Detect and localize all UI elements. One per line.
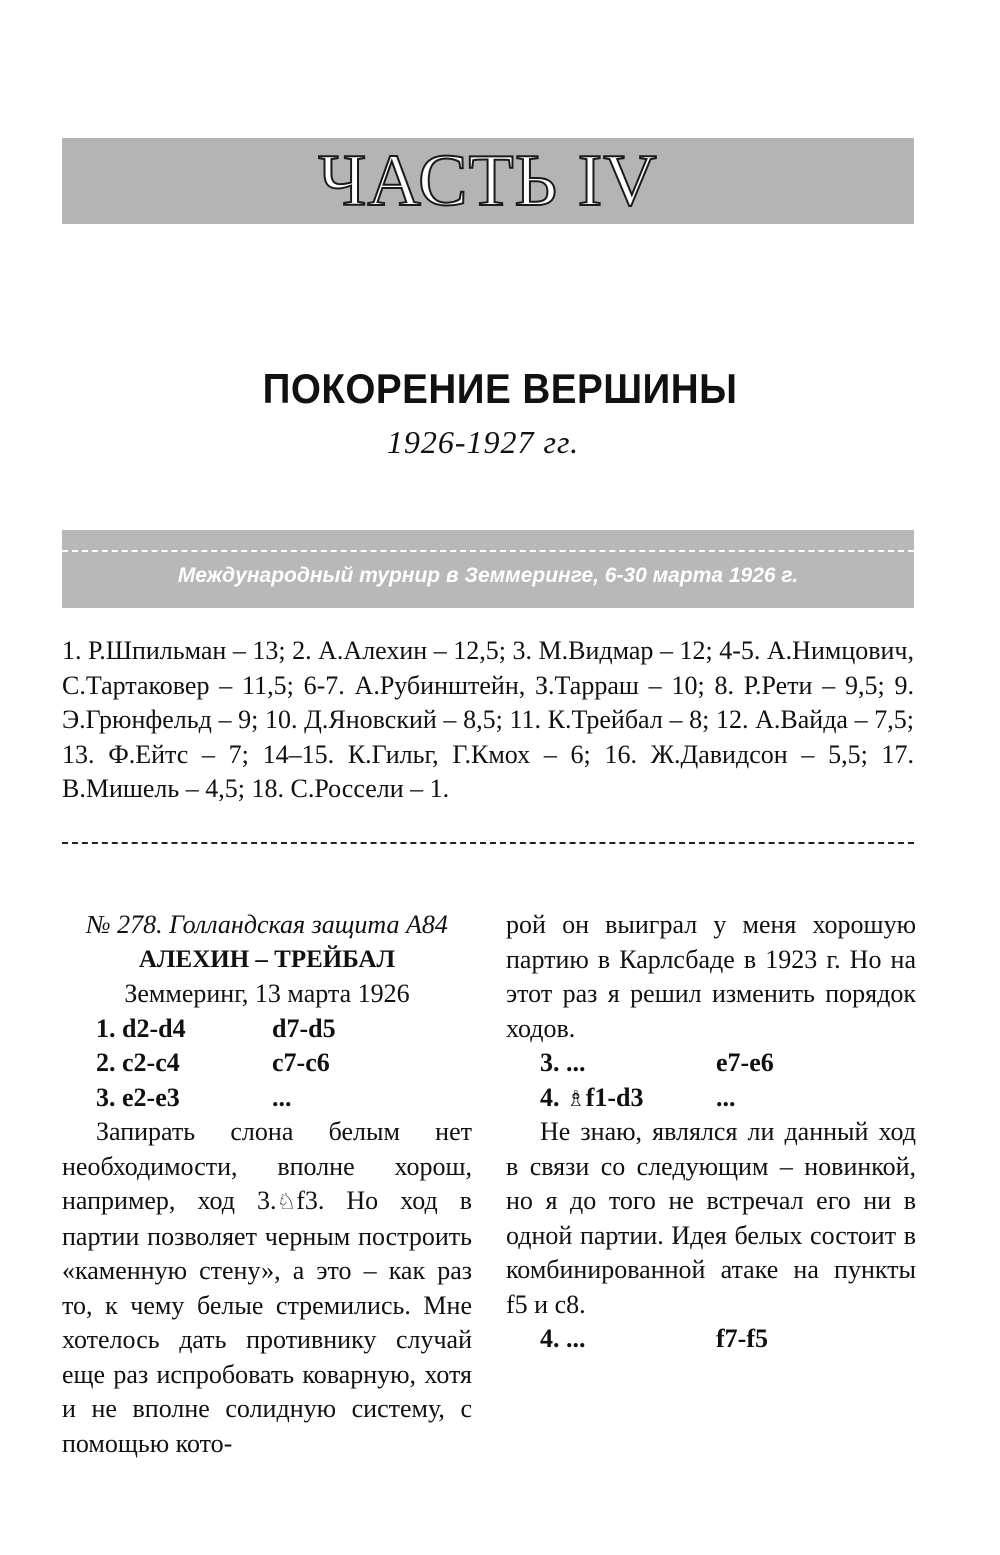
chapter-years: 1926-1927 гг. bbox=[386, 424, 580, 460]
white-move: 3. ... bbox=[540, 1048, 586, 1077]
move-row bbox=[506, 1046, 916, 1081]
right-column bbox=[506, 908, 916, 1357]
move-notation: f1-d3 bbox=[585, 1082, 644, 1112]
white-move: 2. c2-c4 bbox=[96, 1048, 180, 1077]
tournament-banner bbox=[62, 530, 914, 608]
game-venue: Земмеринг, 13 марта 1926 bbox=[124, 979, 410, 1008]
white-move: 4. ... bbox=[540, 1324, 586, 1353]
move-row bbox=[506, 1081, 916, 1116]
black-move: ... bbox=[272, 1082, 292, 1112]
chapter-title: ПОКОРЕНИЕ ВЕРШИНЫ bbox=[262, 365, 738, 412]
black-move: ... bbox=[716, 1082, 736, 1112]
part-banner bbox=[62, 138, 914, 224]
annotation-continuation: рой он выиграл у меня хорошую партию в Карлсбаде в 1923 г. Но на этот раз я решил изменить порядок ходов. bbox=[506, 910, 916, 1043]
left-column bbox=[62, 908, 472, 1461]
knight-icon: ♘ bbox=[276, 1189, 297, 1214]
annotation-text: f3. Но ход в партии позволяет черным построить «каменную стену», а это – как раз то, к чему белые стремились. Мне хотелось дать противнику случай еще раз испробовать коварную, хотя и не вполне солидную систему, с помощью кото- bbox=[62, 1186, 473, 1458]
bishop-icon: ♗ bbox=[566, 1085, 586, 1111]
black-move: c7-c6 bbox=[272, 1048, 330, 1077]
black-move: f7-f5 bbox=[716, 1324, 768, 1353]
white-move: 3. e2-e3 bbox=[96, 1082, 180, 1112]
black-move: d7-d5 bbox=[272, 1013, 336, 1043]
move-row bbox=[62, 1046, 472, 1081]
game-header: № 278. Голландская защита А84 bbox=[86, 910, 448, 939]
white-move: 1. d2-d4 bbox=[96, 1013, 186, 1043]
tournament-title: Международный турнир в Земмеринге, 6-30 марта 1926 г. bbox=[177, 564, 799, 587]
move-row bbox=[506, 1322, 916, 1357]
move-row bbox=[62, 1081, 472, 1116]
game-players: АЛЕХИН – ТРЕЙБАЛ bbox=[138, 945, 396, 973]
move-row bbox=[62, 1012, 472, 1047]
part-title: ЧАСТЬ IV bbox=[318, 140, 658, 222]
annotation-text: Запирать слона белым нет необходимости, вполне хорош, например, ход 3. bbox=[62, 1117, 472, 1215]
annotation-paragraph: Не знаю, являлся ли данный ход в связи со следующим – новинкой, но я до того не встречал его ни в одной партии. Идея белых состоит в комбинированной атаке на пункты f5 и c8. bbox=[506, 1117, 916, 1319]
white-move bbox=[506, 1081, 716, 1116]
annotation-paragraph bbox=[62, 1115, 472, 1461]
tournament-results: 1. Р.Шпильман – 13; 2. А.Алехин – 12,5; 3. М.Видмар – 12; 4-5. А.Нимцович, С.Тартаковер – 11,5; 6-7. А.Рубинштейн, З.Тарраш – 10; 8. Р.Рети – 9,5; 9. Э.Грюнфельд – 9; 10. Д.Яновский – 8,5; 11. К.Трейбал – 8; 12. А.Вайда – 7,5; 13. Ф.Ейтс – 7; 14–15. К.Гильг, Г.Кмох – 6; 16. Ж.Давидсон – 5,5; 17. В.Мишель – 4,5; 18. С.Россели – 1. bbox=[62, 636, 914, 804]
move-number: 4. bbox=[540, 1082, 560, 1112]
black-move: e7-e6 bbox=[716, 1048, 774, 1077]
dashed-divider bbox=[62, 842, 914, 844]
